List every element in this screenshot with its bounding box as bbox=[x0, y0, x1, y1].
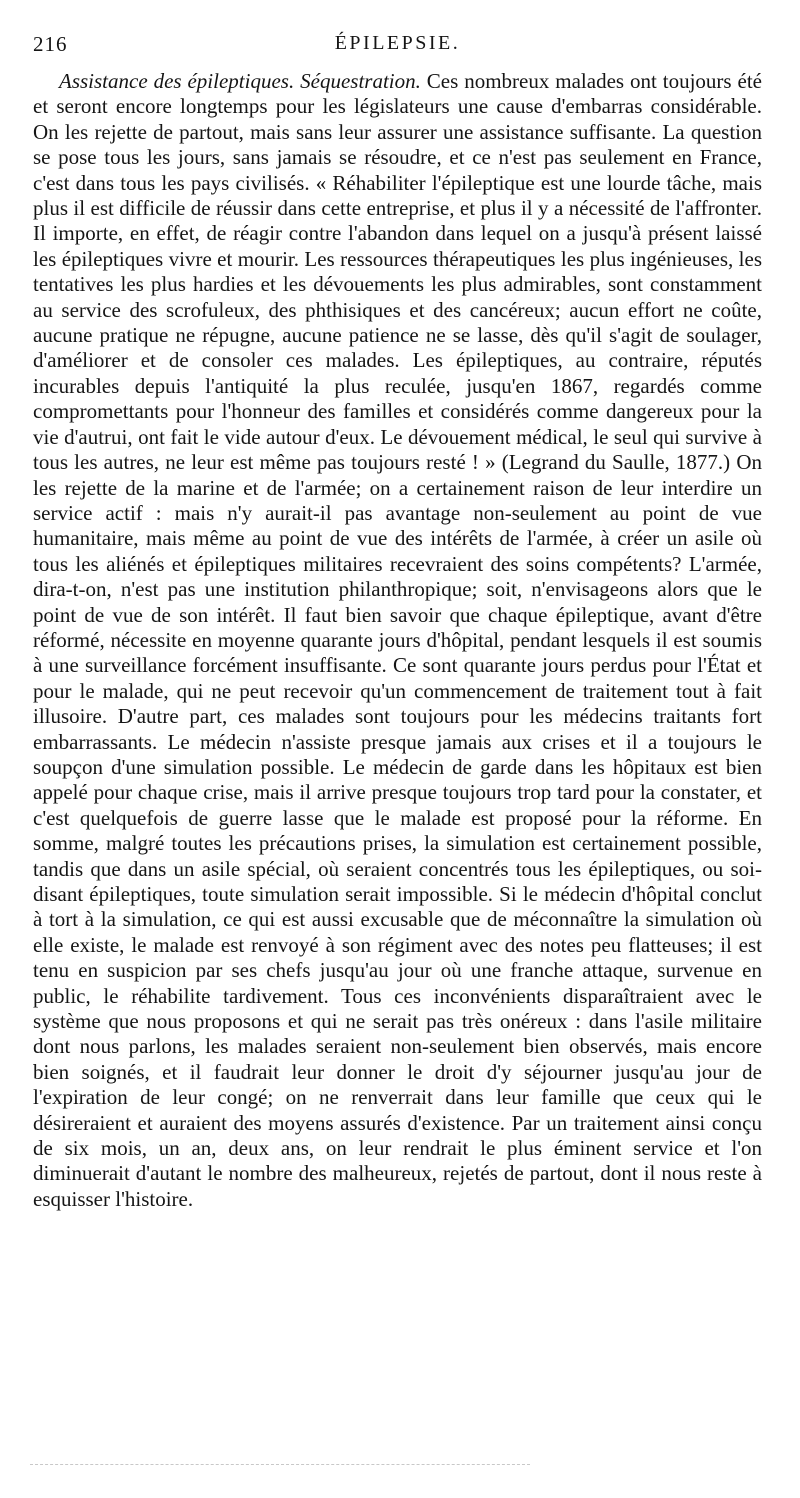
body-paragraph bbox=[33, 69, 762, 1212]
running-head bbox=[33, 32, 762, 60]
page-title: ÉPILEPSIE. bbox=[334, 32, 461, 54]
page-number: 216 bbox=[33, 32, 68, 56]
section-heading: Assistance des épileptiques. Séquestration. bbox=[59, 69, 421, 93]
paragraph-text: Ces nombreux malades ont toujours été et seront encore longtemps pour les législateurs une cause d'embarras considérable. On les rejette de partout, mais sans leur assurer une assistance suffisante. La question se pose tous les jours, sans jamais se résoudre, et ce n'est pas seulement en France, c'est dans tous les pays civilisés. « Réhabiliter l'épileptique est une lourde tâche, mais plus il est difficile de réussir dans cette entreprise, et plus il y a nécessité de l'affronter. Il importe, en effet, de réagir contre l'abandon dans lequel on a jusqu'à présent laissé les épileptiques vivre et mourir. Les ressources thérapeutiques les plus ingénieuses, les tentatives les plus hardies et les dévouements les plus admirables, sont constamment au service des scrofuleux, des phthisiques et des cancéreux; aucun effort ne coûte, aucune pratique ne répugne, aucune patience ne se lasse, dès qu'il s'agit de soulager, d'améliorer et de consoler ces malades. Les épileptiques, au contraire, réputés incurables depuis l'antiquité la plus reculée, jusqu'en 1867, regardés comme compromettants pour l'honneur des familles et considérés comme dangereux pour la vie d'autrui, ont fait le vide autour d'eux. Le dévouement médical, le seul qui survive à tous les autres, ne leur est même pas toujours resté ! » (Legrand du Saulle, 1877.) On les rejette de la marine et de l'armée; on a certainement raison de leur interdire un service actif : mais n'y aurait-il pas avantage non-seulement au point de vue humanitaire, mais même au point de vue des intérêts de l'armée, à créer un asile où tous les aliénés et épileptiques militaires recevraient des soins compétents? L'armée, dira-t-on, n'est pas une institution philanthropique; soit, n'envisageons alors que le point de vue de son intérêt. Il faut bien savoir que chaque épileptique, avant d'être réformé, nécessite en moyenne quarante jours d'hôpital, pendant lesquels il est soumis à une surveillance forcément insuffisante. Ce sont quarante jours perdus pour l'État et pour le malade, qui ne peut recevoir qu'un commencement de traitement tout à fait illusoire. D'autre part, ces malades sont toujours pour les médecins traitants fort embarrassants. Le médecin n'assiste presque jamais aux crises et il a toujours le soupçon d'une simulation possible. Le médecin de garde dans les hôpitaux est bien appelé pour chaque crise, mais il arrive presque toujours trop tard pour la constater, et c'est quelquefois de guerre lasse que le malade est proposé pour la réforme. En somme, malgré toutes les précautions prises, la simulation est certainement possible, tandis que dans un asile spécial, où seraient concentrés tous les épileptiques, ou soidisant épileptiques, toute simulation serait impossible. Si le médecin d'hôpital conclut à tort à la simulation, ce qui est aussi excusable que de méconnaître la simulation où elle existe, le malade est renvoyé à son régiment avec des notes peu flatteuses; il est tenu en suspicion par ses chefs jusqu'au jour où une franche attaque, survenue en public, le réhabilite tardivement. Tous ces inconvénients disparaîtraient avec le système que nous proposons et qui ne serait pas très onéreux : dans l'asile militaire dont nous parlons, les malades seraient non-seulement bien observés, mais encore bien soignés, et il faudrait leur donner le droit d'y séjourner jusqu'au jour de l'expiration de leur congé; on ne renverrait dans leur famille que ceux qui le désireraient et auraient des moyens assurés d'existence. Par un traitement ainsi conçu de six mois, un an, deux ans, on leur rendrait le plus éminent service et l'on diminuerait d'autant le nombre des malheureux, rejetés de partout, dont il nous reste à esquisser l'histoire. bbox=[33, 69, 762, 1211]
bottom-rule bbox=[30, 1464, 530, 1465]
